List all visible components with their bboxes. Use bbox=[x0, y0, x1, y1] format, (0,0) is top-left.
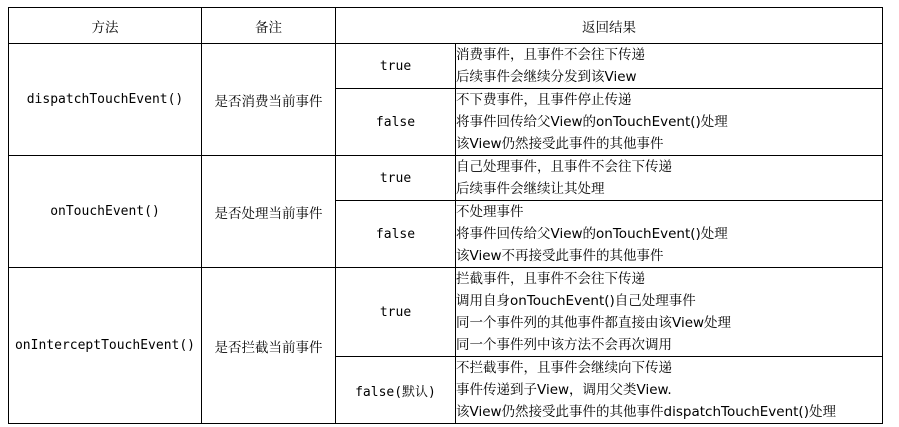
result-description-cell bbox=[456, 268, 883, 357]
result-description-cell bbox=[456, 89, 883, 156]
description-line: 将事件回传给父View的onTouchEvent()处理 bbox=[456, 226, 728, 242]
description-line: 调用自身onTouchEvent()自己处理事件 bbox=[456, 293, 696, 309]
return-value-cell: false bbox=[336, 89, 456, 156]
table-row bbox=[9, 268, 883, 357]
return-value-cell: false(默认) bbox=[336, 357, 456, 424]
return-value-cell: false bbox=[336, 201, 456, 268]
header-note: 备注 bbox=[202, 8, 336, 44]
description-line: 不拦截事件，且事件会继续向下传递 bbox=[456, 360, 672, 376]
note-cell: 是否处理当前事件 bbox=[202, 156, 336, 268]
description-line: 消费事件，且事件不会往下传递 bbox=[456, 47, 645, 63]
note-cell: 是否消费当前事件 bbox=[202, 44, 336, 156]
method-cell: onInterceptTouchEvent() bbox=[9, 268, 202, 424]
result-description-cell bbox=[456, 44, 883, 89]
description-line: 后续事件会继续分发到该View bbox=[456, 69, 637, 85]
result-description-cell bbox=[456, 201, 883, 268]
description-line: 不处理事件 bbox=[456, 204, 524, 220]
description-line: 不下费事件，且事件停止传递 bbox=[456, 92, 632, 108]
note-cell: 是否拦截当前事件 bbox=[202, 268, 336, 424]
return-value-cell: true bbox=[336, 268, 456, 357]
description-line: 将事件回传给父View的onTouchEvent()处理 bbox=[456, 114, 728, 130]
method-cell: onTouchEvent() bbox=[9, 156, 202, 268]
return-value-cell: true bbox=[336, 156, 456, 201]
return-value-cell: true bbox=[336, 44, 456, 89]
result-description-cell bbox=[456, 156, 883, 201]
description-line: 该View仍然接受此事件的其他事件 bbox=[456, 136, 664, 152]
header-result: 返回结果 bbox=[336, 8, 883, 44]
description-line: 自己处理事件，且事件不会往下传递 bbox=[456, 159, 672, 175]
description-line: 拦截事件，且事件不会往下传递 bbox=[456, 271, 645, 287]
table-header-row bbox=[9, 8, 883, 44]
description-line: 该View仍然接受此事件的其他事件dispatchTouchEvent()处理 bbox=[456, 404, 836, 420]
description-line: 后续事件会继续让其处理 bbox=[456, 181, 605, 197]
description-line: 同一个事件列的其他事件都直接由该View处理 bbox=[456, 315, 732, 331]
table-row bbox=[9, 44, 883, 89]
description-line: 事件传递到子View，调用父类View. bbox=[456, 382, 672, 398]
table-row bbox=[9, 156, 883, 201]
event-methods-table bbox=[8, 7, 883, 424]
description-line: 该View不再接受此事件的其他事件 bbox=[456, 248, 664, 264]
description-line: 同一个事件列中该方法不会再次调用 bbox=[456, 337, 672, 353]
header-method: 方法 bbox=[9, 8, 202, 44]
result-description-cell bbox=[456, 357, 883, 424]
method-cell: dispatchTouchEvent() bbox=[9, 44, 202, 156]
